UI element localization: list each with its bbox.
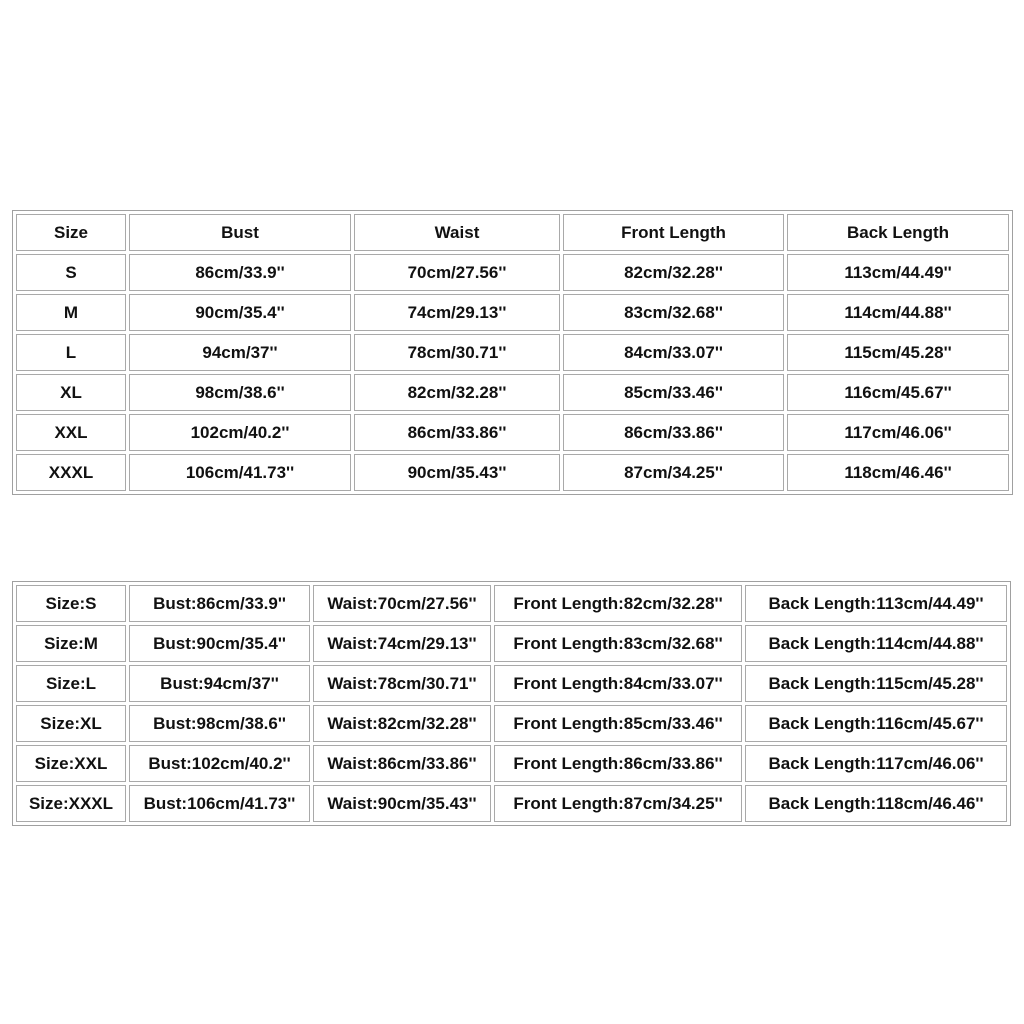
cell-size: XXXL [16,454,126,491]
cell-back-length: 115cm/45.28'' [787,334,1009,371]
size-chart-table [12,210,1013,495]
table-row [16,585,1007,622]
table-row [16,374,1009,411]
cell-waist: 78cm/30.71'' [354,334,560,371]
cell-front-length: Front Length:86cm/33.86'' [494,745,742,782]
cell-back-length: Back Length:116cm/45.67'' [745,705,1007,742]
cell-bust: Bust:94cm/37'' [129,665,310,702]
table-row [16,254,1009,291]
cell-bust: Bust:90cm/35.4'' [129,625,310,662]
cell-front-length: 82cm/32.28'' [563,254,784,291]
cell-front-length: 86cm/33.86'' [563,414,784,451]
cell-waist: Waist:86cm/33.86'' [313,745,491,782]
table-row [16,665,1007,702]
cell-size: Size:L [16,665,126,702]
header-cell-front-length: Front Length [563,214,784,251]
header-cell-bust: Bust [129,214,351,251]
table-row [16,745,1007,782]
table-row [16,414,1009,451]
table-row [16,705,1007,742]
table-row [16,785,1007,822]
header-cell-size: Size [16,214,126,251]
cell-waist: Waist:74cm/29.13'' [313,625,491,662]
cell-front-length: Front Length:82cm/32.28'' [494,585,742,622]
cell-size: XL [16,374,126,411]
cell-bust: 98cm/38.6'' [129,374,351,411]
cell-back-length: Back Length:113cm/44.49'' [745,585,1007,622]
cell-bust: 106cm/41.73'' [129,454,351,491]
cell-size: L [16,334,126,371]
cell-size: Size:M [16,625,126,662]
cell-size: Size:XXL [16,745,126,782]
cell-waist: 90cm/35.43'' [354,454,560,491]
header-cell-waist: Waist [354,214,560,251]
cell-front-length: Front Length:87cm/34.25'' [494,785,742,822]
cell-size: M [16,294,126,331]
cell-back-length: 114cm/44.88'' [787,294,1009,331]
cell-back-length: 118cm/46.46'' [787,454,1009,491]
cell-waist: 82cm/32.28'' [354,374,560,411]
cell-waist: 74cm/29.13'' [354,294,560,331]
cell-back-length: 113cm/44.49'' [787,254,1009,291]
table-row [16,334,1009,371]
cell-waist: Waist:82cm/32.28'' [313,705,491,742]
cell-waist: 70cm/27.56'' [354,254,560,291]
cell-back-length: Back Length:117cm/46.06'' [745,745,1007,782]
cell-bust: Bust:86cm/33.9'' [129,585,310,622]
cell-back-length: Back Length:114cm/44.88'' [745,625,1007,662]
table-row [16,294,1009,331]
cell-front-length: 87cm/34.25'' [563,454,784,491]
cell-size: Size:XL [16,705,126,742]
size-chart-labeled-table [12,581,1011,826]
cell-front-length: Front Length:84cm/33.07'' [494,665,742,702]
cell-waist: Waist:90cm/35.43'' [313,785,491,822]
cell-back-length: Back Length:115cm/45.28'' [745,665,1007,702]
cell-bust: Bust:106cm/41.73'' [129,785,310,822]
cell-bust: 102cm/40.2'' [129,414,351,451]
cell-bust: 86cm/33.9'' [129,254,351,291]
cell-back-length: Back Length:118cm/46.46'' [745,785,1007,822]
cell-bust: Bust:98cm/38.6'' [129,705,310,742]
cell-front-length: Front Length:85cm/33.46'' [494,705,742,742]
header-cell-back-length: Back Length [787,214,1009,251]
table-header-row [16,214,1009,251]
cell-size: Size:S [16,585,126,622]
cell-front-length: Front Length:83cm/32.68'' [494,625,742,662]
cell-bust: 90cm/35.4'' [129,294,351,331]
cell-waist: Waist:78cm/30.71'' [313,665,491,702]
cell-front-length: 83cm/32.68'' [563,294,784,331]
cell-waist: Waist:70cm/27.56'' [313,585,491,622]
cell-back-length: 117cm/46.06'' [787,414,1009,451]
cell-back-length: 116cm/45.67'' [787,374,1009,411]
table-row [16,454,1009,491]
cell-waist: 86cm/33.86'' [354,414,560,451]
cell-size: Size:XXXL [16,785,126,822]
cell-front-length: 85cm/33.46'' [563,374,784,411]
table-row [16,625,1007,662]
cell-bust: Bust:102cm/40.2'' [129,745,310,782]
cell-size: XXL [16,414,126,451]
cell-size: S [16,254,126,291]
cell-bust: 94cm/37'' [129,334,351,371]
cell-front-length: 84cm/33.07'' [563,334,784,371]
